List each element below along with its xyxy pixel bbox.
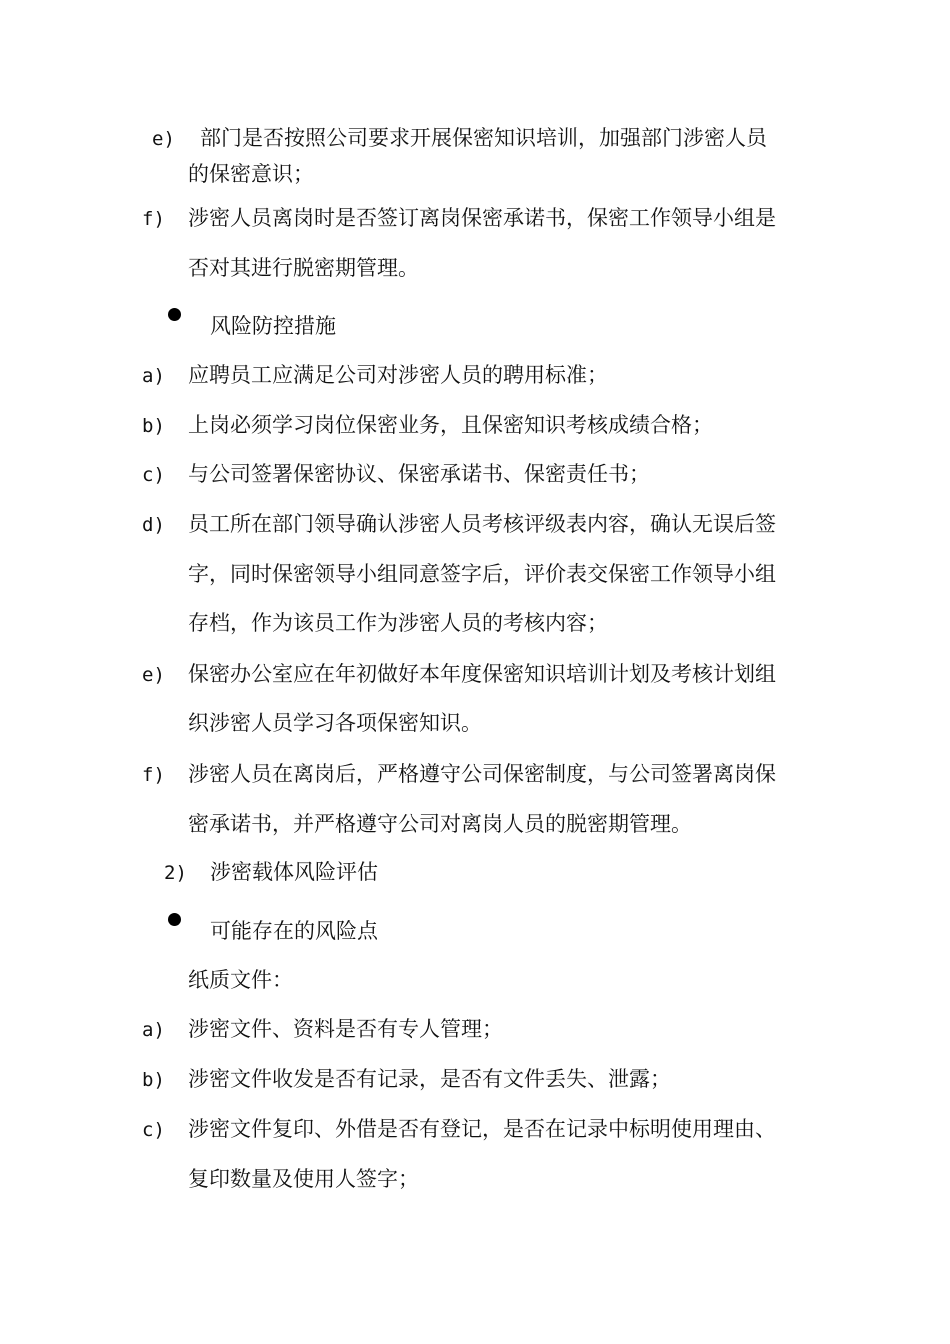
list-marker: e) bbox=[142, 664, 165, 686]
bullet-icon bbox=[168, 308, 181, 321]
list-marker: b) bbox=[142, 1069, 165, 1091]
list-item-line: 否对其进行脱密期管理。 bbox=[188, 256, 419, 280]
list-marker: c) bbox=[142, 1119, 165, 1141]
list-item-line: 保密办公室应在年初做好本年度保密知识培训计划及考核计划组 bbox=[188, 662, 776, 686]
list-item-line: 涉密文件收发是否有记录，是否有文件丢失、泄露； bbox=[188, 1067, 671, 1091]
list-item-line: 密承诺书，并严格遵守公司对离岗人员的脱密期管理。 bbox=[188, 812, 692, 836]
list-item-line: 部门是否按照公司要求开展保密知识培训，加强部门涉密人员 bbox=[200, 126, 767, 150]
list-item-line: 应聘员工应满足公司对涉密人员的聘用标准； bbox=[188, 363, 608, 387]
list-item-line: 存档，作为该员工作为涉密人员的考核内容； bbox=[188, 611, 608, 635]
list-item-line: 涉密人员离岗时是否签订离岗保密承诺书，保密工作领导小组是 bbox=[188, 206, 776, 230]
section-heading: 风险防控措施 bbox=[210, 314, 336, 338]
list-marker: b) bbox=[142, 415, 165, 437]
list-item-line: 的保密意识； bbox=[188, 162, 314, 186]
numbered-marker: 2) bbox=[164, 862, 187, 884]
list-item-line: 上岗必须学习岗位保密业务，且保密知识考核成绩合格； bbox=[188, 413, 713, 437]
subheading: 纸质文件： bbox=[188, 968, 293, 992]
list-item-line: 涉密文件、资料是否有专人管理； bbox=[188, 1017, 503, 1041]
numbered-heading: 涉密载体风险评估 bbox=[210, 860, 378, 884]
list-marker: f) bbox=[142, 764, 165, 786]
list-item-line: 字，同时保密领导小组同意签字后，评价表交保密工作领导小组 bbox=[188, 562, 776, 586]
list-item-line: 涉密文件复印、外借是否有登记，是否在记录中标明使用理由、 bbox=[188, 1117, 776, 1141]
bullet-icon bbox=[168, 913, 181, 926]
list-marker: a) bbox=[142, 365, 165, 387]
list-item-line: 员工所在部门领导确认涉密人员考核评级表内容，确认无误后签 bbox=[188, 512, 776, 536]
list-item-line: 涉密人员在离岗后，严格遵守公司保密制度，与公司签署离岗保 bbox=[188, 762, 776, 786]
list-item-line: 与公司签署保密协议、保密承诺书、保密责任书； bbox=[188, 462, 650, 486]
list-marker: e) bbox=[152, 128, 175, 150]
list-marker: a) bbox=[142, 1019, 165, 1041]
list-item-line: 复印数量及使用人签字； bbox=[188, 1167, 419, 1191]
list-marker: c) bbox=[142, 464, 165, 486]
section-heading: 可能存在的风险点 bbox=[210, 919, 378, 943]
list-item-line: 织涉密人员学习各项保密知识。 bbox=[188, 711, 482, 735]
list-marker: d) bbox=[142, 514, 165, 536]
list-marker: f) bbox=[142, 208, 165, 230]
